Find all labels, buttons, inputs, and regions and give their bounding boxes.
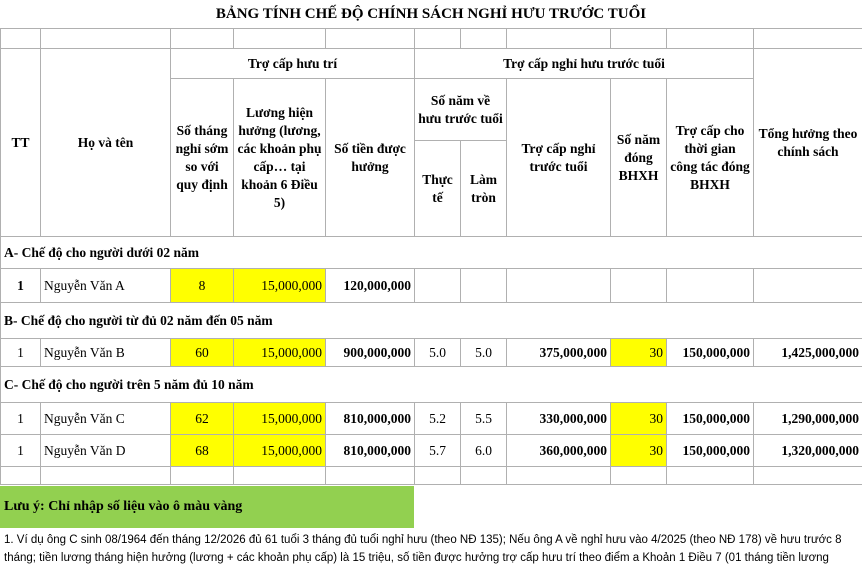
header-group-early-retirement[interactable]: Trợ cấp nghỉ hưu trước tuổi [415, 49, 754, 79]
blank-cell[interactable] [234, 467, 326, 485]
table-row[interactable] [1, 403, 862, 435]
cell-total[interactable]: 1,320,000,000 [754, 435, 862, 467]
cell-rounded[interactable]: 5.5 [461, 403, 507, 435]
blank-cell[interactable] [667, 29, 754, 49]
blank-cell[interactable] [171, 29, 234, 49]
cell-salary-input[interactable]: 15,000,000 [234, 403, 326, 435]
table-row[interactable] [1, 269, 862, 303]
blank-cell[interactable] [1, 467, 41, 485]
cell-salary-input[interactable]: 15,000,000 [234, 339, 326, 367]
blank-cell[interactable] [461, 467, 507, 485]
section-c-label[interactable]: C- Chế độ cho người trên 5 năm đủ 10 năm [1, 367, 862, 403]
cell-bhxh-allowance[interactable]: 150,000,000 [667, 403, 754, 435]
cell-rounded[interactable]: 6.0 [461, 435, 507, 467]
data-table [0, 28, 862, 485]
cell-months-input[interactable]: 68 [171, 435, 234, 467]
header-name[interactable]: Họ và tên [41, 49, 171, 237]
blank-cell[interactable] [326, 29, 415, 49]
blank-cell[interactable] [326, 467, 415, 485]
blank-cell[interactable] [415, 29, 461, 49]
cell-amount[interactable]: 810,000,000 [326, 403, 415, 435]
cell-bhxh-years-input[interactable]: 30 [611, 403, 667, 435]
blank-cell[interactable] [41, 29, 171, 49]
cell-actual[interactable]: 5.2 [415, 403, 461, 435]
header-tt[interactable]: TT [1, 49, 41, 237]
footnote-line-1: 1. Ví dụ ông C sinh 08/1964 đến tháng 12/2026 đủ 61 tuổi 3 tháng đủ tuổi nghỉ hưu (theo NĐ 135); Nếu ông A về nghỉ hưu vào 4/2025 (theo NĐ 178) về hưu trước 8 [4, 534, 842, 546]
cell-months-input[interactable]: 62 [171, 403, 234, 435]
cell-early-allowance[interactable]: 330,000,000 [507, 403, 611, 435]
table-row[interactable] [1, 339, 862, 367]
footnote-line-2: tháng; tiền lương tháng hiện hưởng (lương + các khoản phụ cấp) là 15 triệu, số tiền được hưởng trợ cấp hưu trí theo điểm a Khoản 1 Điều 7 (01 tháng tiền lương [4, 552, 829, 564]
blank-cell[interactable] [754, 467, 862, 485]
cell-salary-input[interactable]: 15,000,000 [234, 269, 326, 303]
header-months-early[interactable]: Số tháng nghỉ sớm so với quy định [171, 79, 234, 237]
blank-cell[interactable] [507, 29, 611, 49]
cell-tt[interactable]: 1 [1, 403, 41, 435]
cell-salary-input[interactable]: 15,000,000 [234, 435, 326, 467]
cell-bhxh-allowance[interactable]: 150,000,000 [667, 435, 754, 467]
header-salary[interactable]: Lương hiện hưởng (lương, các khoản phụ cấp… tại khoản 6 Điều 5) [234, 79, 326, 237]
header-actual[interactable]: Thực tế [415, 141, 461, 237]
header-early-allowance[interactable]: Trợ cấp nghỉ trước tuổi [507, 79, 611, 237]
cell-bhxh-allowance[interactable] [667, 269, 754, 303]
blank-cell[interactable] [667, 467, 754, 485]
cell-bhxh-years-input[interactable]: 30 [611, 339, 667, 367]
cell-name[interactable]: Nguyễn Văn B [41, 339, 171, 367]
footnote[interactable] [4, 531, 862, 567]
input-note[interactable]: Lưu ý: Chỉ nhập số liệu vào ô màu vàng [0, 486, 414, 528]
sheet-title: BẢNG TÍNH CHẾ ĐỘ CHÍNH SÁCH NGHỈ HƯU TRƯỚC TUỔI [215, 6, 647, 22]
blank-cell[interactable] [611, 467, 667, 485]
cell-actual[interactable]: 5.7 [415, 435, 461, 467]
blank-cell[interactable] [461, 29, 507, 49]
blank-cell[interactable] [171, 467, 234, 485]
section-b-label[interactable]: B- Chế độ cho người từ đủ 02 năm đến 05 năm [1, 303, 862, 339]
cell-total[interactable]: 1,290,000,000 [754, 403, 862, 435]
cell-amount[interactable]: 900,000,000 [326, 339, 415, 367]
cell-months-input[interactable]: 60 [171, 339, 234, 367]
blank-cell[interactable] [415, 467, 461, 485]
cell-early-allowance[interactable]: 360,000,000 [507, 435, 611, 467]
cell-amount[interactable]: 810,000,000 [326, 435, 415, 467]
cell-early-allowance[interactable]: 375,000,000 [507, 339, 611, 367]
cell-tt[interactable]: 1 [1, 339, 41, 367]
header-bhxh-years[interactable]: Số năm đóng BHXH [611, 79, 667, 237]
blank-cell[interactable] [507, 467, 611, 485]
cell-actual[interactable] [415, 269, 461, 303]
header-total[interactable]: Tổng hưởng theo chính sách [754, 49, 862, 237]
cell-early-allowance[interactable] [507, 269, 611, 303]
blank-cell[interactable] [611, 29, 667, 49]
cell-total[interactable] [754, 269, 862, 303]
blank-cell[interactable] [1, 29, 41, 49]
table-row[interactable] [1, 435, 862, 467]
cell-name[interactable]: Nguyễn Văn A [41, 269, 171, 303]
cell-bhxh-allowance[interactable]: 150,000,000 [667, 339, 754, 367]
header-years-early[interactable]: Số năm về hưu trước tuổi [415, 79, 507, 141]
cell-tt[interactable]: 1 [1, 435, 41, 467]
cell-rounded[interactable] [461, 269, 507, 303]
header-group-pension[interactable]: Trợ cấp hưu trí [171, 49, 415, 79]
cell-actual[interactable]: 5.0 [415, 339, 461, 367]
cell-rounded[interactable]: 5.0 [461, 339, 507, 367]
cell-total[interactable]: 1,425,000,000 [754, 339, 862, 367]
header-bhxh-allowance[interactable]: Trợ cấp cho thời gian công tác đóng BHXH [667, 79, 754, 237]
header-amount[interactable]: Số tiền được hưởng [326, 79, 415, 237]
cell-bhxh-years-input[interactable]: 30 [611, 435, 667, 467]
cell-amount[interactable]: 120,000,000 [326, 269, 415, 303]
cell-bhxh-years[interactable] [611, 269, 667, 303]
blank-cell[interactable] [754, 29, 862, 49]
blank-cell[interactable] [41, 467, 171, 485]
cell-name[interactable]: Nguyễn Văn D [41, 435, 171, 467]
cell-name[interactable]: Nguyễn Văn C [41, 403, 171, 435]
cell-months-input[interactable]: 8 [171, 269, 234, 303]
blank-cell[interactable] [234, 29, 326, 49]
cell-tt[interactable]: 1 [1, 269, 41, 303]
section-a-label[interactable]: A- Chế độ cho người dưới 02 năm [1, 237, 862, 269]
header-rounded[interactable]: Làm tròn [461, 141, 507, 237]
